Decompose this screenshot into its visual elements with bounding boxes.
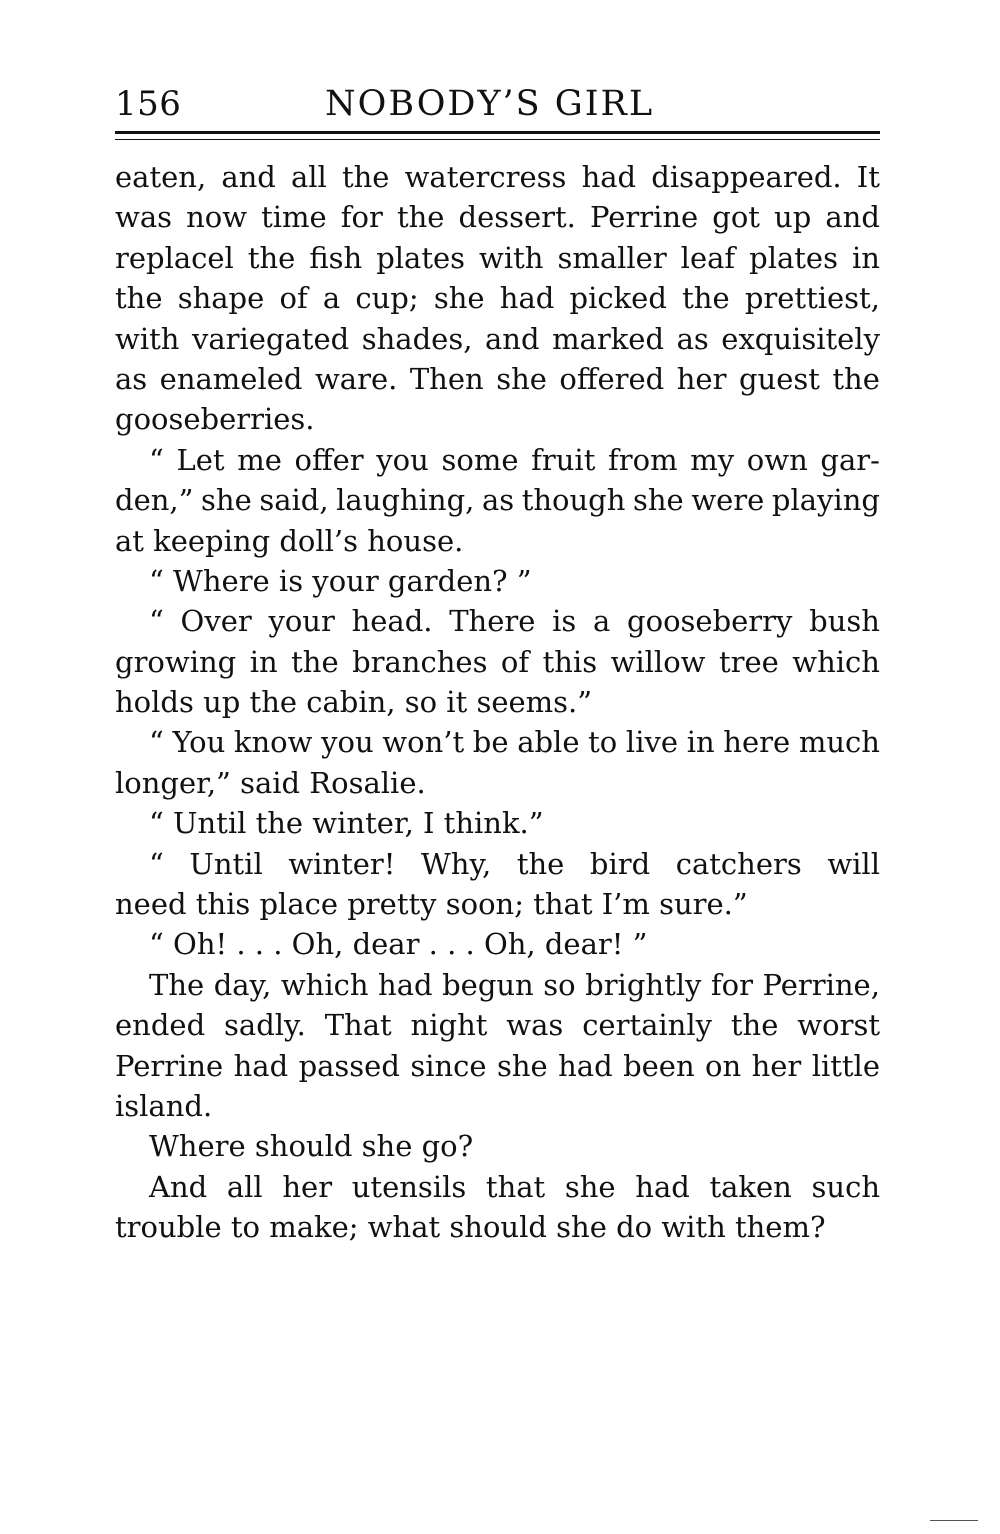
text-line: replacel the fish plates with smaller leaf plates in (115, 240, 880, 275)
text-line: ended sadly. That night was certainly the worst (115, 1008, 880, 1043)
text-line: with variegated shades, and marked as exquisitely (115, 321, 880, 356)
text-line: “ Let me offer you some fruit from my own gar- (149, 442, 880, 477)
header-rule-thick (115, 131, 880, 134)
text-line: “ Oh! . . . Oh, dear . . . Oh, dear! ” (149, 927, 648, 962)
text-line: Perrine had passed since she had been on her little (115, 1048, 880, 1083)
text-line: longer,” said Rosalie. (115, 765, 426, 800)
text-line: need this place pretty soon; that I’m sure.” (115, 887, 748, 922)
text-line: den,” she said, laughing, as though she were playing (115, 483, 880, 518)
text-line: was now time for the dessert. Perrine got up and (115, 200, 880, 235)
body-text (115, 157, 880, 1248)
text-line: gooseberries. (115, 402, 315, 437)
text-line: “ Until winter! Why, the bird catchers will (149, 846, 880, 881)
text-line: at keeping doll’s house. (115, 523, 464, 558)
text-line: island. (115, 1088, 213, 1123)
text-line: “ You know you won’t be able to live in here much (149, 725, 880, 760)
text-line: eaten, and all the watercress had disappeared. It (115, 160, 880, 194)
text-line: “ Over your head. There is a gooseberry bush (149, 604, 880, 639)
header-rule-thin (115, 139, 880, 140)
text-line: And all her utensils that she had taken such (149, 1169, 880, 1204)
text-line: Where should she go? (149, 1129, 474, 1164)
text-line: trouble to make; what should she do with them? (115, 1210, 826, 1245)
text-line: the shape of a cup; she had picked the prettiest, (115, 281, 880, 316)
running-head (115, 80, 880, 128)
text-line: The day, which had begun so brightly for Perrine, (149, 967, 880, 1002)
running-title: NOBODY’S GIRL (325, 84, 655, 124)
page-number: 156 (115, 84, 182, 124)
text-line: “ Until the winter, I think.” (149, 806, 544, 841)
text-line: growing in the branches of this willow tree which (115, 644, 880, 679)
text-line: “ Where is your garden? ” (149, 563, 532, 598)
footer-mark (930, 1520, 978, 1521)
text-line: holds up the cabin, so it seems.” (115, 685, 593, 720)
text-line: as enameled ware. Then she offered her guest the (115, 361, 880, 396)
